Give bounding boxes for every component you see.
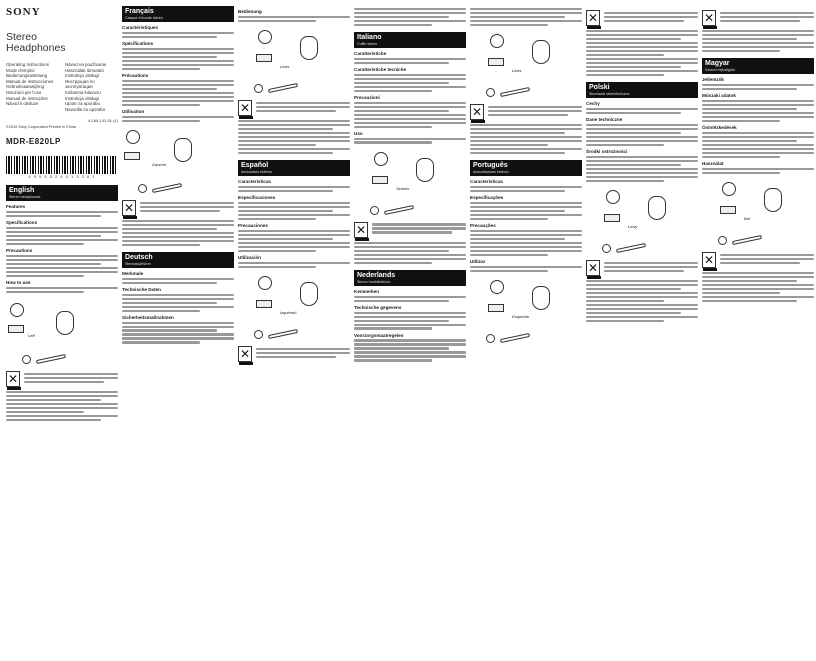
crossed-bin-icon: ✕ [7,372,19,387]
fitting-illustration: Lewy [586,186,698,238]
weee-notice [470,104,582,120]
section-magyar: Magyar Sztereó fejhallgató [702,58,814,74]
section-deutsch: Deutsch Stereokopfhörer [122,252,234,268]
section-english: English Stereo headphones [6,185,118,201]
column-2: Français Casque d'écoute stéréo Caractéristiques Spécifications Précautions Utilisation Gauche ✕ Deutsch Stereokopfhörer Merkmale Technische Daten Sicherheitsmaßnahmen [122,6,234,654]
section-francais: Français Casque d'écoute stéréo [122,6,234,22]
barcode-number: 4 9 0 5 5 2 4 4 1 3 2 8 1 [28,174,96,180]
column-4: Italiano Cuffie stereo Caratteristiche Caratteristiche tecniche Precauzioni Uso Sinistro ✕ Nederlands Stereo hoofdtelefoon Kenmerken Technische gegevens Voorzorgsmaatregelen [354,6,466,654]
fitting-illustration: Links [470,30,582,82]
cord-illustration [122,182,234,196]
weee-notice [354,222,466,238]
crossed-bin-icon: ✕ [587,11,599,25]
fitting-illustration: Bal [702,178,814,230]
crossed-bin-icon: ✕ [239,346,251,361]
weee-notice [586,10,698,26]
heading-precautions: Precautions [6,248,33,254]
fitting-illustration: Esquerdo [470,276,582,328]
cord-illustration [354,204,466,218]
cord-illustration [238,328,350,342]
heading-specifications: Specifications [6,220,38,226]
weee-notice [238,346,350,362]
section-portugues: Português Auscultadores estéreo [470,160,582,176]
model-number: MDR-E820LP [6,137,61,147]
crossed-bin-icon: ✕ [123,200,135,215]
crossed-bin-icon: ✕ [471,104,483,119]
cord-illustration [702,234,814,248]
crossed-bin-icon: ✕ [239,100,251,115]
fitting-illustration: Gauche [122,126,234,178]
column-6: ✕ Polski Słuchawki stereofoniczne Cechy Dane techniczne Środki ostrożności Lewy ✕ [586,6,698,654]
barcode [6,156,118,174]
crossed-bin-icon: ✕ [355,222,367,237]
weee-notice [702,10,814,26]
fitting-illustration: Izquierdo [238,272,350,324]
product-title: Stereo Headphones [6,31,66,54]
heading-how-to-use: How to use [6,280,31,286]
cord-illustration [586,242,698,256]
weee-notice [702,252,814,268]
language-list: Operating Instructions Mode d'emploi Bedienungsanleitung Manual de instrucciones Gebruiksaanwijzing Istruzioni per l'uso Manual de instruções Návod k obsluze Návod na používanie Használati útmutató Instrukcja obsługi Инструкция по эксплуатации Kullanma kılavuzu Instrukcja obsługi Upute za uporabu Navodila za uporabo [6,62,107,112]
section-espanol: Español Auriculares estéreo [238,160,350,176]
crossed-bin-icon: ✕ [703,11,715,25]
copyright: ©2010 Sony Corporation Printed in China [6,125,76,130]
section-italiano: Italiano Cuffie stereo [354,32,466,48]
fitting-illustration: Left [6,297,118,349]
column-5: Links ✕ Português Auscultadores estéreo Características Especificações Precauções Utilizar Esquerdo [470,6,582,654]
column-1 [6,6,118,654]
cord-illustration [470,332,582,346]
fitting-illustration: Sinistro [354,148,466,200]
weee-notice [238,100,350,116]
weee-notice [6,371,118,387]
crossed-bin-icon: ✕ [703,252,715,267]
part-number: 4-169-141-51 (1) [87,118,118,124]
weee-notice [586,260,698,276]
cord-illustration [6,353,118,367]
section-polski: Polski Słuchawki stereofoniczne [586,82,698,98]
column-7: ✕ Magyar Sztereó fejhallgató Jellemzők Műszaki adatok Óvintézkedések Használat Bal ✕ [702,6,814,654]
cord-illustration [470,86,582,100]
crossed-bin-icon: ✕ [587,260,599,275]
heading-features: Features [6,204,26,210]
fitting-illustration: Links [238,26,350,78]
section-nederlands: Nederlands Stereo hoofdtelefoon [354,270,466,286]
column-3: Bedienung Links ✕ Español Auriculares estéreo Características Especificaciones Precauciones Utilización Izquierdo ✕ [238,6,350,654]
cord-illustration [238,82,350,96]
brand-logo: SONY [6,6,41,18]
weee-notice [122,200,234,216]
